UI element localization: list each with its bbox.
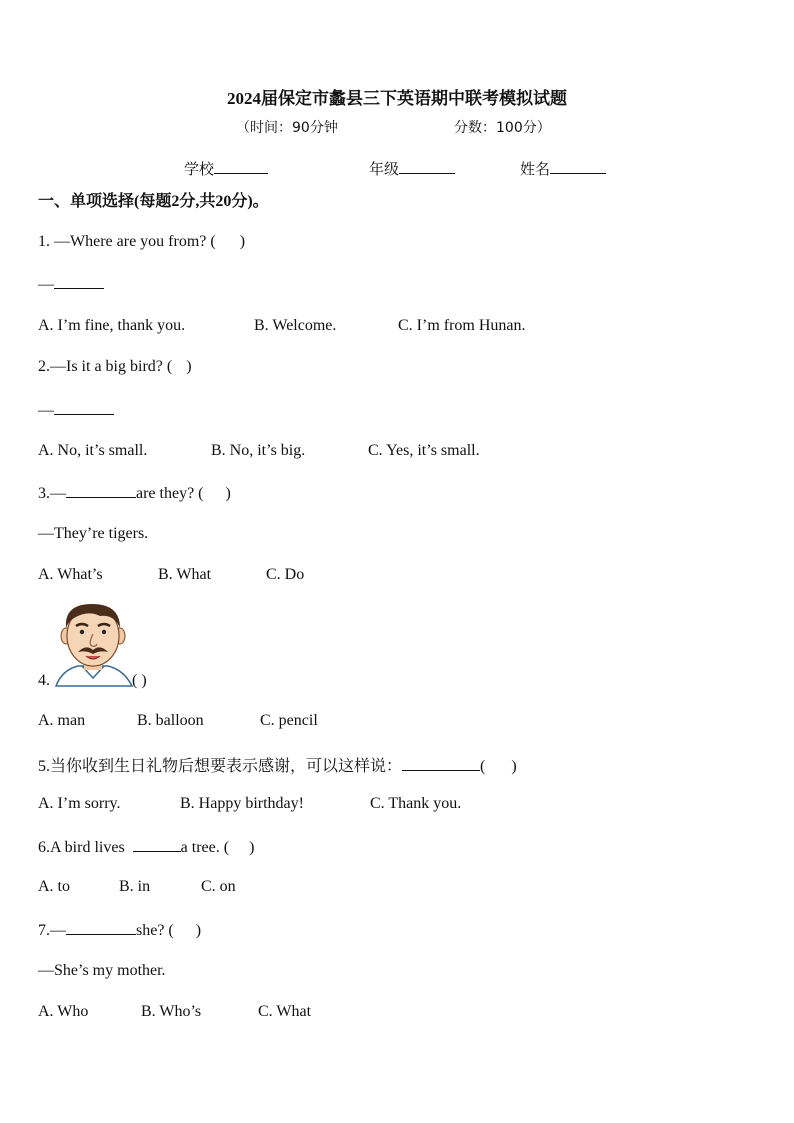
question-2-stem xyxy=(38,358,192,376)
answer-blank xyxy=(54,274,104,289)
question-7-option-a: A. Who xyxy=(38,1003,89,1020)
question-text: 7.— xyxy=(38,922,66,939)
answer-blank xyxy=(402,756,480,771)
question-6-option-c: C. on xyxy=(201,878,236,895)
school-field xyxy=(184,158,268,179)
question-1-answer-line xyxy=(38,274,104,294)
question-3-stem xyxy=(38,483,231,503)
grade-field xyxy=(369,158,455,179)
school-label: 学校 xyxy=(184,162,215,178)
name-blank xyxy=(550,159,606,174)
question-4-option-c: C. pencil xyxy=(260,712,318,729)
question-text: 6.A bird lives xyxy=(38,839,125,856)
question-6-option-b: B. in xyxy=(119,878,151,895)
question-text: are they? ( xyxy=(136,485,204,502)
school-blank xyxy=(214,159,268,174)
question-text: 1. —Where are you from? ( xyxy=(38,233,216,250)
question-text: 3.— xyxy=(38,485,66,502)
question-4-paren: ( ) xyxy=(132,672,147,689)
exam-time: （时间：90分钟 xyxy=(236,120,338,136)
question-5-option-b: B. Happy birthday! xyxy=(180,795,304,812)
dash: — xyxy=(38,402,54,419)
question-5-option-a: A. I’m sorry. xyxy=(38,795,121,812)
grade-blank xyxy=(399,159,455,174)
dash: — xyxy=(38,276,54,293)
question-paren: ) xyxy=(195,922,202,939)
question-3-option-c: C. Do xyxy=(266,566,305,583)
question-2-answer-line xyxy=(38,400,114,420)
question-4-option-a: A. man xyxy=(38,712,86,729)
question-3-reply: —They’re tigers. xyxy=(38,525,149,542)
question-text: a tree. ( xyxy=(180,839,230,856)
grade-label: 年级 xyxy=(369,162,400,178)
name-label: 姓名 xyxy=(520,162,551,178)
question-2-option-c: C. Yes, it’s small. xyxy=(368,442,480,459)
question-7-option-b: B. Who’s xyxy=(141,1003,202,1020)
question-3-option-a: A. What’s xyxy=(38,566,103,583)
section-heading: 一、单项选择(每题2分,共20分)。 xyxy=(38,193,269,210)
question-text: she? ( xyxy=(136,922,174,939)
question-paren: ) xyxy=(225,485,231,502)
question-1-option-b: B. Welcome. xyxy=(254,317,337,334)
question-1-stem xyxy=(38,233,245,251)
man-cartoon-portrait-icon xyxy=(52,598,134,690)
question-7-stem xyxy=(38,920,201,940)
answer-blank xyxy=(66,483,136,498)
question-6-option-a: A. to xyxy=(38,878,70,895)
question-1-option-a: A. I’m fine, thank you. xyxy=(38,317,186,334)
question-4-option-b: B. balloon xyxy=(137,712,204,729)
question-3-option-b: B. What xyxy=(158,566,212,583)
question-6-stem xyxy=(38,837,254,857)
name-field xyxy=(520,158,606,179)
question-7-option-c: C. What xyxy=(258,1003,312,1020)
answer-blank xyxy=(54,400,114,415)
question-7-reply: —She’s my mother. xyxy=(38,962,166,979)
question-paren: ) xyxy=(249,839,255,856)
question-paren: ) xyxy=(239,233,246,250)
question-paren: ) xyxy=(186,358,192,375)
question-4-number: 4. xyxy=(38,672,50,689)
answer-blank xyxy=(133,837,181,852)
question-2-option-a: A. No, it’s small. xyxy=(38,442,148,459)
exam-title: 2024届保定市蠡县三下英语期中联考模拟试题 xyxy=(227,89,567,108)
question-1-option-c: C. I’m from Hunan. xyxy=(398,317,526,334)
question-5-option-c: C. Thank you. xyxy=(370,795,462,812)
question-paren: ( xyxy=(480,758,486,775)
exam-score: 分数：100分） xyxy=(454,120,551,136)
question-paren: ) xyxy=(511,758,517,775)
question-text: 2.—Is it a big bird? ( xyxy=(38,358,173,375)
question-2-option-b: B. No, it’s big. xyxy=(211,442,306,459)
question-text: 5.当你收到生日礼物后想要表示感谢，可以这样说： xyxy=(38,758,403,775)
question-5-stem xyxy=(38,753,517,776)
answer-blank xyxy=(66,920,136,935)
